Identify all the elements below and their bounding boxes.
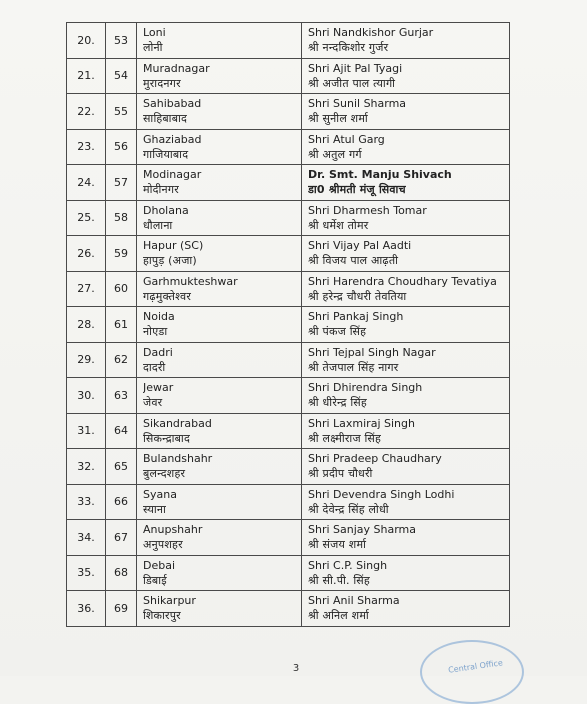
candidate-cell — [302, 413, 510, 449]
constituency-name-english: Bulandshahr — [143, 452, 213, 466]
serial-number: 22. — [77, 104, 95, 118]
candidate-name-english: Shri Nandkishor Gurjar — [308, 26, 434, 40]
serial-number-cell — [67, 271, 106, 307]
constituency-name-english: Anupshahr — [143, 523, 203, 537]
candidate-name-english: Shri Atul Garg — [308, 132, 385, 146]
candidate-name-english: Shri Harendra Choudhary Tevatiya — [308, 274, 497, 288]
serial-number: 27. — [77, 282, 95, 296]
constituency-cell — [137, 23, 302, 59]
candidate-name-hindi: श्री धीरेन्द्र सिंह — [308, 396, 367, 410]
constituency-name-hindi: अनुपशहर — [143, 538, 183, 552]
constituency-cell — [137, 129, 302, 165]
serial-number-cell — [67, 129, 106, 165]
candidate-name-hindi: श्री नन्दकिशोर गुर्जर — [308, 41, 389, 55]
table-row — [67, 58, 510, 94]
page-number: 3 — [292, 663, 300, 674]
candidate-name-hindi: श्री धर्मेश तोमर — [308, 218, 369, 232]
constituency-name-english: Dadri — [143, 345, 173, 359]
constituency-name-hindi: जेवर — [143, 396, 163, 410]
table-row — [67, 165, 510, 201]
constituency-cell — [137, 58, 302, 94]
candidate-table-body — [67, 23, 510, 627]
candidate-name-hindi: श्री प्रदीप चौधरी — [308, 467, 373, 481]
candidate-cell — [302, 58, 510, 94]
constituency-number: 67 — [114, 530, 128, 544]
table-row — [67, 129, 510, 165]
serial-number-cell — [67, 449, 106, 485]
candidate-cell — [302, 271, 510, 307]
constituency-cell — [137, 271, 302, 307]
candidate-cell — [302, 236, 510, 272]
candidate-name-hindi: श्री विजय पाल आढ़ती — [308, 254, 399, 268]
constituency-name-hindi: नोएडा — [143, 325, 168, 339]
constituency-cell — [137, 413, 302, 449]
constituency-name-hindi: शिकारपुर — [143, 609, 181, 623]
serial-number-cell — [67, 94, 106, 130]
candidate-name-english: Shri Dhirendra Singh — [308, 381, 423, 395]
candidate-name-english: Shri Vijay Pal Aadti — [308, 239, 412, 253]
candidate-name-english: Shri Dharmesh Tomar — [308, 203, 427, 217]
candidate-name-hindi: श्री हरेन्द्र चौधरी तेवतिया — [308, 289, 407, 303]
constituency-name-hindi: मुरादनगर — [143, 76, 181, 90]
constituency-number-cell — [106, 520, 137, 556]
serial-number: 35. — [77, 566, 95, 580]
candidate-cell — [302, 129, 510, 165]
serial-number-cell — [67, 342, 106, 378]
serial-number-cell — [67, 484, 106, 520]
serial-number: 25. — [77, 211, 95, 225]
constituency-name-hindi: साहिबाबाद — [143, 112, 188, 126]
serial-number-cell — [67, 236, 106, 272]
candidate-name-english: Shri Pradeep Chaudhary — [308, 452, 442, 466]
constituency-name-english: Jewar — [143, 381, 174, 395]
candidate-cell — [302, 165, 510, 201]
serial-number-cell — [67, 520, 106, 556]
constituency-number-cell — [106, 236, 137, 272]
candidate-name-hindi: श्री अनिल शर्मा — [308, 609, 369, 623]
constituency-number: 53 — [114, 33, 128, 47]
serial-number-cell — [67, 23, 106, 59]
serial-number: 23. — [77, 140, 95, 154]
constituency-name-english: Syana — [143, 487, 177, 501]
constituency-name-hindi: गढ़मुक्तेश्वर — [143, 289, 192, 303]
office-stamp — [420, 640, 524, 704]
table-row — [67, 200, 510, 236]
constituency-name-hindi: बुलन्दशहर — [143, 467, 186, 481]
constituency-cell — [137, 449, 302, 485]
constituency-name-english: Dholana — [143, 203, 189, 217]
constituency-number-cell — [106, 413, 137, 449]
constituency-number: 55 — [114, 104, 128, 118]
candidate-cell — [302, 591, 510, 627]
candidate-name-english: Shri Devendra Singh Lodhi — [308, 487, 455, 501]
constituency-cell — [137, 555, 302, 591]
candidate-name-hindi: श्री अजीत पाल त्यागी — [308, 76, 396, 90]
constituency-number-cell — [106, 23, 137, 59]
candidate-cell — [302, 520, 510, 556]
serial-number: 33. — [77, 495, 95, 509]
constituency-number-cell — [106, 200, 137, 236]
constituency-name-english: Loni — [143, 26, 166, 40]
serial-number-cell — [67, 58, 106, 94]
candidate-name-english: Shri Laxmiraj Singh — [308, 416, 415, 430]
constituency-number: 58 — [114, 211, 128, 225]
candidate-cell — [302, 200, 510, 236]
candidate-name-english: Shri C.P. Singh — [308, 558, 388, 572]
constituency-number-cell — [106, 484, 137, 520]
table-row — [67, 378, 510, 414]
constituency-name-hindi: स्याना — [143, 502, 167, 516]
constituency-cell — [137, 236, 302, 272]
constituency-number-cell — [106, 591, 137, 627]
table-row — [67, 413, 510, 449]
table-row — [67, 555, 510, 591]
table-row — [67, 94, 510, 130]
candidate-cell — [302, 449, 510, 485]
candidate-name-hindi: श्री पंकज सिंह — [308, 325, 367, 339]
constituency-cell — [137, 165, 302, 201]
constituency-number-cell — [106, 58, 137, 94]
constituency-number: 65 — [114, 459, 128, 473]
constituency-number: 56 — [114, 140, 128, 154]
constituency-name-english: Garhmukteshwar — [143, 274, 238, 288]
constituency-name-english: Modinagar — [143, 168, 202, 182]
candidate-name-hindi: श्री तेजपाल सिंह नागर — [308, 360, 399, 374]
constituency-number: 69 — [114, 601, 128, 615]
table-row — [67, 236, 510, 272]
constituency-number-cell — [106, 271, 137, 307]
office-stamp-text: Central Office — [447, 658, 504, 675]
candidate-cell — [302, 555, 510, 591]
serial-number-cell — [67, 413, 106, 449]
constituency-name-hindi: गाजियाबाद — [143, 147, 189, 161]
constituency-number: 68 — [114, 566, 128, 580]
candidate-cell — [302, 484, 510, 520]
constituency-name-hindi: धौलाना — [143, 218, 173, 232]
constituency-name-hindi: डिबाई — [143, 573, 167, 587]
candidate-cell — [302, 342, 510, 378]
constituency-number-cell — [106, 555, 137, 591]
constituency-number: 62 — [114, 353, 128, 367]
serial-number: 24. — [77, 175, 95, 189]
candidate-name-hindi: श्री अतुल गर्ग — [308, 147, 362, 161]
table-row — [67, 307, 510, 343]
candidate-name-english: Shri Tejpal Singh Nagar — [308, 345, 436, 359]
constituency-cell — [137, 591, 302, 627]
table-row — [67, 342, 510, 378]
constituency-name-english: Muradnagar — [143, 61, 210, 75]
candidate-name-hindi: श्री लक्ष्मीराज सिंह — [308, 431, 382, 445]
serial-number-cell — [67, 165, 106, 201]
candidate-name-english: Shri Pankaj Singh — [308, 310, 404, 324]
constituency-name-english: Sahibabad — [143, 97, 202, 111]
serial-number: 30. — [77, 388, 95, 402]
constituency-cell — [137, 307, 302, 343]
candidate-name-hindi: डा0 श्रीमती मंजू सिवाच — [308, 183, 406, 197]
candidate-cell — [302, 94, 510, 130]
candidate-name-hindi: श्री संजय शर्मा — [308, 538, 367, 552]
constituency-number: 61 — [114, 317, 128, 331]
serial-number: 28. — [77, 317, 95, 331]
constituency-number-cell — [106, 449, 137, 485]
candidate-name-english: Dr. Smt. Manju Shivach — [308, 168, 452, 182]
candidate-cell — [302, 307, 510, 343]
candidate-name-english: Shri Sanjay Sharma — [308, 523, 417, 537]
serial-number-cell — [67, 591, 106, 627]
serial-number-cell — [67, 378, 106, 414]
candidate-cell — [302, 378, 510, 414]
constituency-number-cell — [106, 378, 137, 414]
constituency-name-english: Debai — [143, 558, 176, 572]
constituency-number: 64 — [114, 424, 128, 438]
serial-number: 20. — [77, 33, 95, 47]
candidate-cell — [302, 23, 510, 59]
constituency-name-english: Hapur (SC) — [143, 239, 204, 253]
serial-number: 29. — [77, 353, 95, 367]
serial-number-cell — [67, 200, 106, 236]
constituency-number: 57 — [114, 175, 128, 189]
table-row — [67, 484, 510, 520]
table-row — [67, 23, 510, 59]
constituency-number: 54 — [114, 69, 128, 83]
constituency-name-english: Shikarpur — [143, 594, 196, 608]
candidate-name-english: Shri Anil Sharma — [308, 594, 400, 608]
serial-number: 21. — [77, 69, 95, 83]
constituency-number-cell — [106, 165, 137, 201]
candidate-name-hindi: श्री देवेन्द्र सिंह लोधी — [308, 502, 389, 516]
candidate-name-english: Shri Sunil Sharma — [308, 97, 407, 111]
constituency-cell — [137, 520, 302, 556]
constituency-name-hindi: लोनी — [143, 41, 163, 55]
table-row — [67, 591, 510, 627]
constituency-cell — [137, 484, 302, 520]
candidate-name-english: Shri Ajit Pal Tyagi — [308, 61, 403, 75]
constituency-name-hindi: मोदीनगर — [143, 183, 179, 197]
constituency-number: 63 — [114, 388, 128, 402]
constituency-name-hindi: दादरी — [143, 360, 166, 374]
constituency-number-cell — [106, 94, 137, 130]
constituency-number: 66 — [114, 495, 128, 509]
serial-number: 32. — [77, 459, 95, 473]
serial-number: 26. — [77, 246, 95, 260]
constituency-cell — [137, 378, 302, 414]
constituency-cell — [137, 94, 302, 130]
serial-number: 36. — [77, 601, 95, 615]
constituency-name-hindi: सिकन्द्राबाद — [143, 431, 190, 445]
table-row — [67, 520, 510, 556]
constituency-cell — [137, 342, 302, 378]
serial-number: 34. — [77, 530, 95, 544]
table-row — [67, 449, 510, 485]
constituency-name-english: Noida — [143, 310, 175, 324]
constituency-name-hindi: हापुड़ (अजा) — [143, 254, 197, 268]
constituency-number: 59 — [114, 246, 128, 260]
constituency-number-cell — [106, 342, 137, 378]
constituency-name-english: Ghaziabad — [143, 132, 202, 146]
serial-number: 31. — [77, 424, 95, 438]
table-row — [67, 271, 510, 307]
constituency-number-cell — [106, 307, 137, 343]
candidate-name-hindi: श्री सुनील शर्मा — [308, 112, 368, 126]
constituency-name-english: Sikandrabad — [143, 416, 212, 430]
candidate-name-hindi: श्री सी.पी. सिंह — [308, 573, 370, 587]
constituency-number-cell — [106, 129, 137, 165]
constituency-cell — [137, 200, 302, 236]
constituency-number: 60 — [114, 282, 128, 296]
serial-number-cell — [67, 307, 106, 343]
candidate-table — [66, 22, 510, 627]
serial-number-cell — [67, 555, 106, 591]
